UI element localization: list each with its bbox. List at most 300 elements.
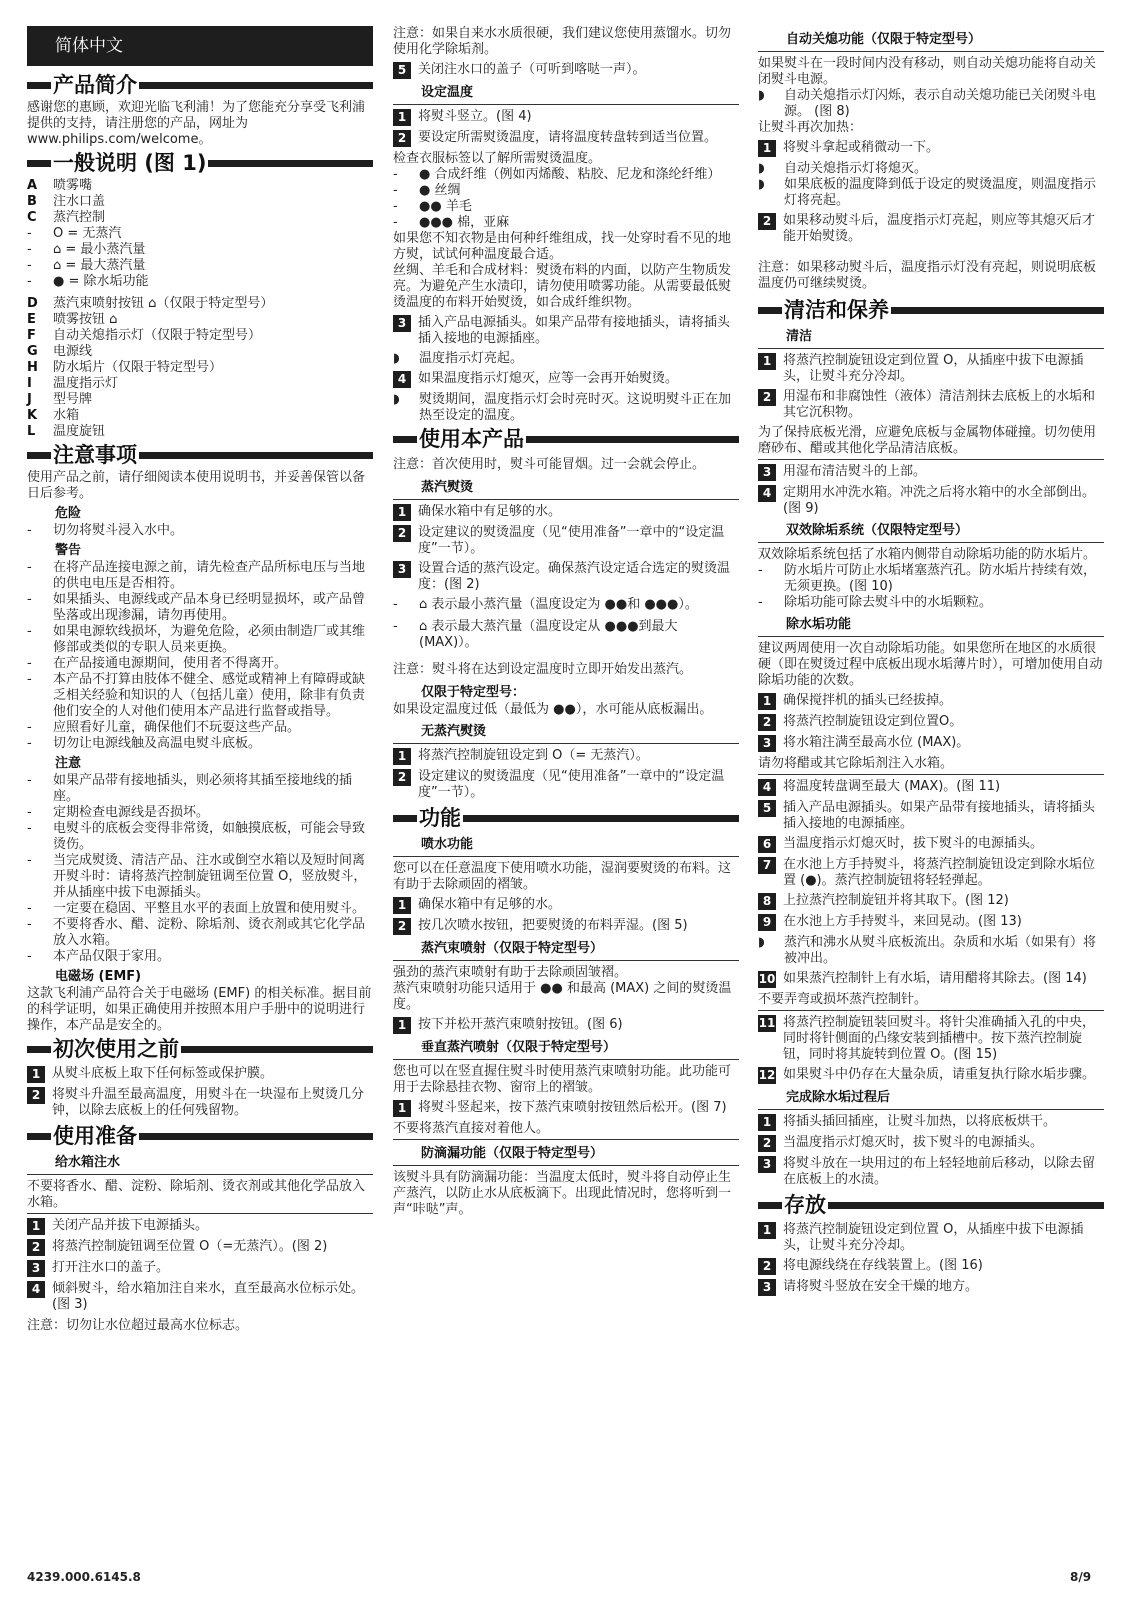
step-number: 1 [27, 1218, 45, 1235]
paragraph: 如果设定温度过低（最低为 ●●），水可能从底板漏出。 [393, 702, 713, 717]
dash-marker: - [27, 258, 32, 273]
step-item [393, 561, 739, 593]
step-text: 将熨斗升温至最高温度，用熨斗在一块湿布上熨烫几分钟，以除去底板上的任何残留物。 [52, 1087, 365, 1118]
step-text: 用湿布和非腐蚀性（液体）清洁剂抹去底板上的水垢和其它沉积物。 [783, 389, 1096, 420]
part-item [27, 344, 373, 360]
section-heading [27, 1123, 373, 1149]
step-item [758, 1135, 1104, 1152]
dash-marker: - [393, 597, 398, 612]
step-number: 6 [758, 836, 776, 853]
dash-marker: - [27, 949, 32, 964]
result-marker-icon: ◗ [758, 88, 765, 103]
list-item [27, 656, 373, 672]
step-text: 设定建议的熨烫温度（见“使用准备”一章中的“设定温度”一节）。 [418, 525, 725, 556]
list-item-text: 除垢功能可除去熨斗中的水垢颗粒。 [784, 595, 993, 610]
heading-bar-right [828, 1202, 1104, 1209]
step-item [393, 315, 739, 347]
step-number: 3 [758, 735, 776, 752]
step-text: 将熨斗放在一块用过的布上轻轻地前后移动，以除去留在底板上的水渍。 [783, 1156, 1096, 1187]
list-item-text: 本产品仅限于家用。 [53, 949, 171, 964]
subsection-heading: 蒸汽熨烫 [393, 478, 739, 500]
heading-bar-left [393, 436, 417, 443]
step-number: 8 [758, 893, 776, 910]
step-item [393, 525, 739, 557]
step-text: 如果蒸汽控制针上有水垢，请用醋将其除去。(图 14) [783, 971, 1087, 986]
step-item [27, 1260, 373, 1277]
part-name: 蒸汽控制 [53, 210, 106, 225]
step-item [393, 897, 739, 914]
step-number: 1 [758, 1222, 776, 1239]
list-item [758, 595, 1104, 611]
step-number: 4 [758, 485, 776, 502]
section-heading-text: 功能 [419, 806, 461, 830]
step-text: 将蒸汽控制旋钮调至位置 O（=无蒸汽）。(图 2) [52, 1239, 328, 1254]
dash-marker: - [27, 592, 32, 607]
step-item [758, 836, 1104, 853]
step-item [758, 779, 1104, 796]
list-item [27, 949, 373, 965]
part-item [27, 194, 373, 210]
step-item [393, 748, 739, 765]
step-text: 按下并松开蒸汽束喷射按钮。(图 6) [418, 1017, 623, 1032]
list-item-text: ● = 除水垢功能 [53, 274, 149, 289]
list-item [27, 773, 373, 805]
heading-bar-left [27, 82, 51, 89]
step-text: 设定建议的熨烫温度（见“使用准备”一章中的“设定温度”一节）。 [418, 769, 725, 800]
step-item [758, 893, 1104, 910]
part-item [27, 424, 373, 440]
step-number: 2 [758, 714, 776, 731]
result-item [758, 177, 1104, 209]
list-item-text: ⌂ 表示最大蒸汽量（温度设定从 ●●●到最大 (MAX)）。 [419, 619, 678, 650]
list-item-text: ⌂ = 最小蒸汽量 [53, 242, 146, 257]
step-number: 2 [27, 1087, 45, 1104]
list-item [27, 560, 373, 592]
section-heading [758, 297, 1104, 323]
list-item [27, 274, 373, 290]
column-3 [758, 26, 1104, 1300]
step-number: 1 [393, 504, 411, 521]
step-text: 上拉蒸汽控制旋钮并将其取下。(图 12) [783, 893, 1009, 908]
step-item [758, 1015, 1104, 1063]
warning-text: 为了保持底板光滑，应避免底板与金属物体碰撞。切勿使用磨砂布、醋或其他化学品清洁底板。 [758, 425, 1104, 460]
step-item [758, 800, 1104, 832]
subsection-heading: 除水垢功能 [758, 615, 1104, 637]
list-item [758, 563, 1104, 595]
step-number: 5 [393, 62, 411, 79]
dash-marker: - [393, 619, 398, 634]
heading-bar-right [463, 815, 739, 822]
step-number: 10 [758, 972, 776, 986]
step-text: 关闭产品并拔下电源插头。 [52, 1218, 209, 1233]
warning-text: 请勿将醋或其它除垢剂注入水箱。 [758, 756, 1104, 775]
part-item [27, 392, 373, 408]
heading-bar-right [526, 436, 739, 443]
step-number: 3 [758, 464, 776, 481]
section-heading-text: 产品简介 [53, 73, 137, 97]
step-item [27, 1281, 373, 1313]
step-number: 2 [393, 918, 411, 935]
part-letter: D [27, 296, 38, 311]
step-text: 将蒸汽控制旋钮设定到位置 O，从插座中拔下电源插头，让熨斗充分冷却。 [783, 1222, 1084, 1253]
list-item [393, 199, 739, 215]
result-item-text: 熨烫期间，温度指示灯会时亮时灭。这说明熨斗正在加热至设定的温度。 [419, 392, 732, 423]
step-text: 如果移动熨斗后，温度指示灯亮起，则应等其熄灭后才能开始熨烫。 [783, 213, 1096, 244]
paragraph: 检查衣服标签以了解所需熨烫温度。 [393, 151, 602, 166]
step-number: 9 [758, 914, 776, 931]
part-letter: B [27, 194, 37, 209]
dash-marker: - [27, 226, 32, 241]
step-number: 2 [393, 769, 411, 786]
dash-marker: - [27, 672, 32, 687]
part-item [27, 360, 373, 376]
heading-bar-left [758, 307, 782, 314]
step-number: 11 [758, 1016, 776, 1030]
list-item [393, 183, 739, 199]
result-item [758, 88, 1104, 120]
result-marker-icon: ◗ [758, 935, 765, 950]
list-item-text: 如果产品带有接地插头，则必须将其插至接地线的插座。 [53, 773, 353, 804]
dash-marker: - [27, 773, 32, 788]
step-text: 请将熨斗竖放在安全干燥的地方。 [783, 1279, 979, 1294]
step-text: 将蒸汽控制旋钮装回熨斗。将针尖准确插入孔的中央，同时将针侧面的凸缘安装到插槽中。按下蒸汽控制旋钮，同时将其旋转到位置 O。(图 15) [783, 1015, 1096, 1062]
part-name: 温度旋钮 [53, 424, 106, 439]
subsection-heading: 设定温度 [393, 83, 739, 105]
step-item [758, 1279, 1104, 1296]
list-item [27, 821, 373, 853]
step-item [393, 371, 739, 388]
part-letter: C [27, 210, 37, 225]
result-item [393, 351, 739, 367]
step-item [758, 693, 1104, 710]
part-name: 自动关熄指示灯（仅限于特定型号） [53, 328, 262, 343]
subsection-heading: 防滴漏功能（仅限于特定型号） [393, 1144, 739, 1166]
paragraph: 蒸汽束喷射功能只适用于 ●● 和最高 (MAX) 之间的熨烫温度。 [393, 981, 732, 1012]
heading-bar-right [139, 452, 373, 459]
part-letter: I [27, 376, 32, 391]
subsection-heading: 完成除水垢过程后 [758, 1088, 1104, 1110]
dash-marker: - [27, 901, 32, 916]
step-item [393, 1100, 739, 1117]
step-number: 1 [27, 1066, 45, 1083]
result-item [758, 161, 1104, 177]
step-item [758, 464, 1104, 481]
part-name: 水箱 [53, 408, 80, 423]
step-text: 将熨斗拿起或稍微动一下。 [783, 140, 940, 155]
part-name: 防水垢片（仅限于特定型号） [53, 360, 223, 375]
step-text: 如果熨斗中仍存在大量杂质，请重复执行除水垢步骤。 [783, 1067, 1096, 1082]
step-number: 7 [758, 857, 776, 874]
step-number: 2 [758, 1258, 776, 1275]
step-text: 插入产品电源插头。如果产品带有接地插头，请将插头插入接地的电源插座。 [418, 315, 731, 346]
minor-heading: 注意 [55, 756, 82, 771]
part-letter: J [27, 392, 32, 407]
list-item-text: 如果电源软线损坏，为避免危险，必须由制造厂或其维修部或类似的专职人员来更换。 [53, 624, 366, 655]
list-item [27, 624, 373, 656]
heading-bar-right [891, 307, 1104, 314]
dash-marker: - [27, 560, 32, 575]
heading-bar-left [758, 1202, 782, 1209]
step-number: 3 [393, 315, 411, 332]
step-number: 1 [758, 140, 776, 157]
step-item [758, 213, 1104, 245]
step-item [393, 769, 739, 801]
warning-text: 不要将蒸汽直接对着他人。 [393, 1121, 739, 1140]
result-item-text: 自动关熄指示灯将熄灭。 [784, 161, 928, 176]
list-item-text: 不要将香水、醋、淀粉、除垢剂、烫衣剂或其它化学品放入水箱。 [53, 917, 366, 948]
step-number: 4 [27, 1281, 45, 1298]
list-item-text: ● 合成纤维（例如丙烯酸、粘胶、尼龙和涤纶纤维） [419, 167, 721, 182]
section-heading-text: 使用准备 [53, 1124, 137, 1148]
paragraph: 强劲的蒸汽束喷射有助于去除顽固皱褶。 [393, 965, 628, 980]
step-text: 从熨斗底板上取下任何标签或保护膜。 [52, 1066, 274, 1081]
subsection-heading: 双效除垢系统（仅限特定型号） [758, 521, 1104, 543]
paragraph: 您也可以在竖直握住熨斗时使用蒸汽束喷射功能。此功能可用于去除悬挂衣物、窗帘上的褶皱。 [393, 1064, 732, 1095]
step-text: 插入产品电源插头。如果产品带有接地插头，请将插头插入接地的电源插座。 [783, 800, 1096, 831]
step-text: 将蒸汽控制旋钮设定到位置O。 [783, 714, 963, 729]
step-number: 4 [393, 371, 411, 388]
list-item-text: 一定要在稳固、平整且水平的表面上放置和使用熨斗。 [53, 901, 366, 916]
part-letter: G [27, 344, 38, 359]
step-item [27, 1066, 373, 1083]
part-item [27, 178, 373, 194]
section-heading [27, 72, 373, 98]
spacer [393, 651, 739, 657]
list-item [27, 805, 373, 821]
step-item [758, 1258, 1104, 1275]
paragraph: 建议两周使用一次自动除垢功能。如果您所在地区的水质很硬（即在熨烫过程中底板出现水垢薄片时），可增加使用自动除垢功能的次数。 [758, 641, 1103, 688]
list-item-text: ● 丝绸 [419, 183, 461, 198]
dash-marker: - [27, 242, 32, 257]
section-heading-text: 初次使用之前 [53, 1037, 179, 1061]
step-number: 3 [393, 561, 411, 578]
step-number: 1 [758, 693, 776, 710]
list-item [27, 853, 373, 901]
list-item-text: 在产品接通电源期间，使用者不得离开。 [53, 656, 288, 671]
step-item [758, 1114, 1104, 1131]
step-text: 如果温度指示灯熄灭，应等一会再开始熨烫。 [418, 371, 679, 386]
part-letter: H [27, 360, 38, 375]
list-item-text: ⌂ 表示最小蒸汽量（温度设定为 ●●和 ●●●）。 [419, 597, 698, 612]
list-item [27, 226, 373, 242]
step-number: 2 [758, 1135, 776, 1152]
result-item-text: 蒸汽和沸水从熨斗底板流出。杂质和水垢（如果有）将被冲出。 [784, 935, 1097, 966]
paragraph: 注意：如果自来水水质很硬，我们建议您使用蒸馏水。切勿使用化学除垢剂。 [393, 26, 732, 57]
warning-text: 不要弄弯或损坏蒸汽控制针。 [758, 992, 1104, 1011]
list-item [393, 167, 739, 183]
section-heading-text: 一般说明 (图 1) [53, 151, 207, 175]
step-item [758, 1067, 1104, 1084]
step-item [758, 389, 1104, 421]
section-heading [758, 1192, 1104, 1218]
step-text: 当温度指示灯熄灭时，拔下熨斗的电源插头。 [783, 1135, 1044, 1150]
step-text: 将温度转盘调至最大 (MAX)。(图 11) [783, 779, 1001, 794]
part-name: 蒸汽束喷射按钮 ⌂（仅限于特定型号） [53, 296, 274, 311]
part-item [27, 328, 373, 344]
section-heading [393, 426, 739, 452]
part-name: 型号牌 [53, 392, 93, 407]
step-number: 3 [758, 1156, 776, 1173]
heading-bar-left [27, 1133, 51, 1140]
page-number: 8/9 [1070, 1570, 1092, 1584]
step-item [393, 918, 739, 935]
step-text: 确保搅拌机的插头已经拔掉。 [783, 693, 953, 708]
list-item-text: ●● 羊毛 [419, 199, 472, 214]
document-code: 4239.000.6145.8 [27, 1570, 141, 1584]
note: 注意：如果移动熨斗后，温度指示灯没有亮起，则说明底板温度仍可继续熨烫。 [758, 260, 1097, 291]
step-text: 将熨斗竖起来，按下蒸汽束喷射按钮然后松开。(图 7) [418, 1100, 727, 1115]
part-name: 温度指示灯 [53, 376, 119, 391]
result-marker-icon: ◗ [393, 351, 400, 366]
section-heading-text: 存放 [784, 1193, 826, 1217]
step-number: 1 [393, 1017, 411, 1034]
heading-bar-right [181, 1046, 373, 1053]
part-letter: A [27, 178, 38, 193]
list-item [27, 901, 373, 917]
step-item [758, 140, 1104, 157]
dash-marker: - [27, 821, 32, 836]
step-text: 设置合适的蒸汽设定。确保蒸汽设定适合选定的熨烫温度：(图 2) [418, 561, 731, 592]
result-item-text: 温度指示灯亮起。 [419, 351, 524, 366]
part-item [27, 376, 373, 392]
dash-marker: - [27, 917, 32, 932]
dash-marker: - [27, 805, 32, 820]
step-item [393, 1017, 739, 1034]
list-item-text: 如果插头、电源线或产品本身已经明显损坏，或产品曾坠落或出现渗漏，请勿再使用。 [53, 592, 366, 623]
part-letter: F [27, 328, 36, 343]
part-item [27, 312, 373, 328]
step-number: 1 [393, 1100, 411, 1117]
step-text: 将插头插回插座，让熨斗加热，以将底板烘干。 [783, 1114, 1057, 1129]
dash-marker: - [27, 656, 32, 671]
list-item [27, 736, 373, 752]
paragraph: 您可以在任意温度下使用喷水功能，湿润要熨烫的布料。这有助于去除顽固的褶皱。 [393, 861, 732, 892]
paragraph: 这款飞利浦产品符合关于电磁场 (EMF) 的相关标准。据目前的科学证明，如果正确使用并按照本用户手册中的说明进行操作，本产品是安全的。 [27, 986, 372, 1033]
result-marker-icon: ◗ [393, 392, 400, 407]
note: 注意：首次使用时，熨斗可能冒烟。过一会就会停止。 [393, 457, 706, 472]
list-item [27, 592, 373, 624]
subsection-heading: 给水箱注水 [27, 1153, 373, 1175]
dash-marker: - [27, 720, 32, 735]
section-heading [393, 805, 739, 831]
step-item [393, 130, 739, 147]
dash-marker: - [27, 736, 32, 751]
list-item-text: ●●● 棉，亚麻 [419, 215, 510, 230]
dash-marker: - [758, 595, 763, 610]
section-heading [27, 1036, 373, 1062]
section-heading-text: 使用本产品 [419, 427, 524, 451]
step-item [758, 485, 1104, 517]
list-item-text: 切勿让电源线触及高温电熨斗底板。 [53, 736, 262, 751]
step-text: 在水池上方手持熨斗，来回晃动。(图 13) [783, 914, 1022, 929]
list-item [27, 258, 373, 274]
list-item [27, 242, 373, 258]
list-item-text: 当完成熨烫、清洁产品、注水或倒空水箱以及短时间离开熨斗时：请将蒸汽控制旋钮调至位置 O，竖放熨斗，并从插座中拔下电源插头。 [53, 853, 367, 900]
step-item [27, 1087, 373, 1119]
list-item-text: 防水垢片可防止水垢堵塞蒸汽孔。防水垢片持续有效，无须更换。(图 10) [784, 563, 1097, 594]
note: 注意：熨斗将在达到设定温度时立即开始发出蒸汽。 [393, 662, 693, 677]
step-text: 定期用水冲洗水箱。冲洗之后将水箱中的水全部倒出。(图 9) [783, 485, 1096, 516]
step-item [393, 62, 739, 79]
step-text: 当温度指示灯熄灭时，拔下熨斗的电源插头。 [783, 836, 1044, 851]
part-name: 注水口盖 [53, 194, 106, 209]
step-number: 2 [393, 525, 411, 542]
step-text: 在水池上方手持熨斗，将蒸汽控制旋钮设定到除水垢位置 (●)。蒸汽控制旋钮将轻轻弹起。 [783, 857, 1096, 888]
heading-bar-right [139, 1133, 373, 1140]
subsection-heading: 垂直蒸汽喷射（仅限于特定型号） [393, 1038, 739, 1060]
list-item [27, 672, 373, 720]
dash-marker: - [393, 183, 398, 198]
paragraph: 感谢您的惠顾，欢迎光临飞利浦！为了您能充分享受飞利浦提供的支持，请注册您的产品，网址为 www.philips.com/welcome。 [27, 100, 366, 147]
list-item [393, 215, 739, 231]
section-heading [27, 150, 373, 176]
paragraph: 该熨斗具有防滴漏功能：当温度太低时，熨斗将自动停止生产蒸汽，以防止水从底板滴下。出现此情况时，您将听到一声“咔哒”声。 [393, 1170, 732, 1217]
language-header: 简体中文 [27, 26, 373, 66]
step-item [27, 1218, 373, 1235]
step-item [27, 1239, 373, 1256]
dash-marker: - [758, 563, 763, 578]
dash-marker: - [27, 523, 32, 538]
list-item-text: 在将产品连接电源之前，请先检查产品所标电压与当地的供电电压是否相符。 [53, 560, 366, 591]
subsection-heading: 清洁 [758, 327, 1104, 349]
step-number: 1 [393, 109, 411, 126]
minor-heading: 危险 [55, 506, 82, 521]
dash-marker: - [393, 199, 398, 214]
list-item-text: ⌂ = 最大蒸汽量 [53, 258, 146, 273]
list-item-text: O = 无蒸汽 [53, 226, 122, 241]
result-item [758, 935, 1104, 967]
paragraph: 使用产品之前，请仔细阅读本使用说明书，并妥善保管以备日后参考。 [27, 470, 366, 501]
part-item [27, 210, 373, 226]
part-item [27, 296, 373, 312]
list-item [27, 523, 373, 539]
step-item [758, 1222, 1104, 1254]
subsection-heading: 无蒸汽熨烫 [393, 722, 739, 744]
step-number: 3 [27, 1260, 45, 1277]
heading-bar-left [27, 160, 51, 167]
step-item [758, 857, 1104, 889]
part-letter: E [27, 312, 36, 327]
step-text: 用湿布清洁熨斗的上部。 [783, 464, 927, 479]
heading-bar-left [27, 452, 51, 459]
result-item [393, 392, 739, 424]
step-text: 确保水箱中有足够的水。 [418, 504, 562, 519]
list-item [393, 619, 739, 651]
step-item [758, 714, 1104, 731]
step-number: 3 [758, 1279, 776, 1296]
note: 注意：切勿让水位超过最高水位标志。 [27, 1318, 249, 1333]
paragraph: 如果您不知衣物是由何种纤维组成，找一处穿时看不见的地方熨，试试何种温度最合适。 [393, 231, 732, 262]
section-heading-text: 注意事项 [53, 443, 137, 467]
list-item-text: 电熨斗的底板会变得非常烫，如触摸底板，可能会导致烫伤。 [53, 821, 366, 852]
list-item [27, 720, 373, 736]
dash-marker: - [27, 853, 32, 868]
step-number: 1 [758, 1114, 776, 1131]
heading-bar-left [27, 1046, 51, 1053]
step-text: 将熨斗竖立。(图 4) [418, 109, 532, 124]
step-text: 要设定所需熨烫温度，请将温度转盘转到适当位置。 [418, 130, 718, 145]
subsection-heading: 喷水功能 [393, 835, 739, 857]
step-number: 2 [758, 389, 776, 406]
step-text: 倾斜熨斗，给水箱加注自来水，直至最高水位标示处。(图 3) [52, 1281, 365, 1312]
step-item [758, 914, 1104, 931]
list-item-text: 本产品不打算由肢体不健全、感觉或精神上有障碍或缺乏相关经验和知识的人（包括儿童）使用，除非有负责他们安全的人对他们使用本产品进行监督或指导。 [53, 672, 366, 719]
result-marker-icon: ◗ [758, 161, 765, 176]
part-name: 喷雾嘴 [53, 178, 93, 193]
step-number: 12 [758, 1068, 776, 1082]
list-item-text: 应照看好儿童，确保他们不玩耍这些产品。 [53, 720, 301, 735]
subsection-heading: 自动关熄功能（仅限于特定型号） [758, 30, 1104, 52]
